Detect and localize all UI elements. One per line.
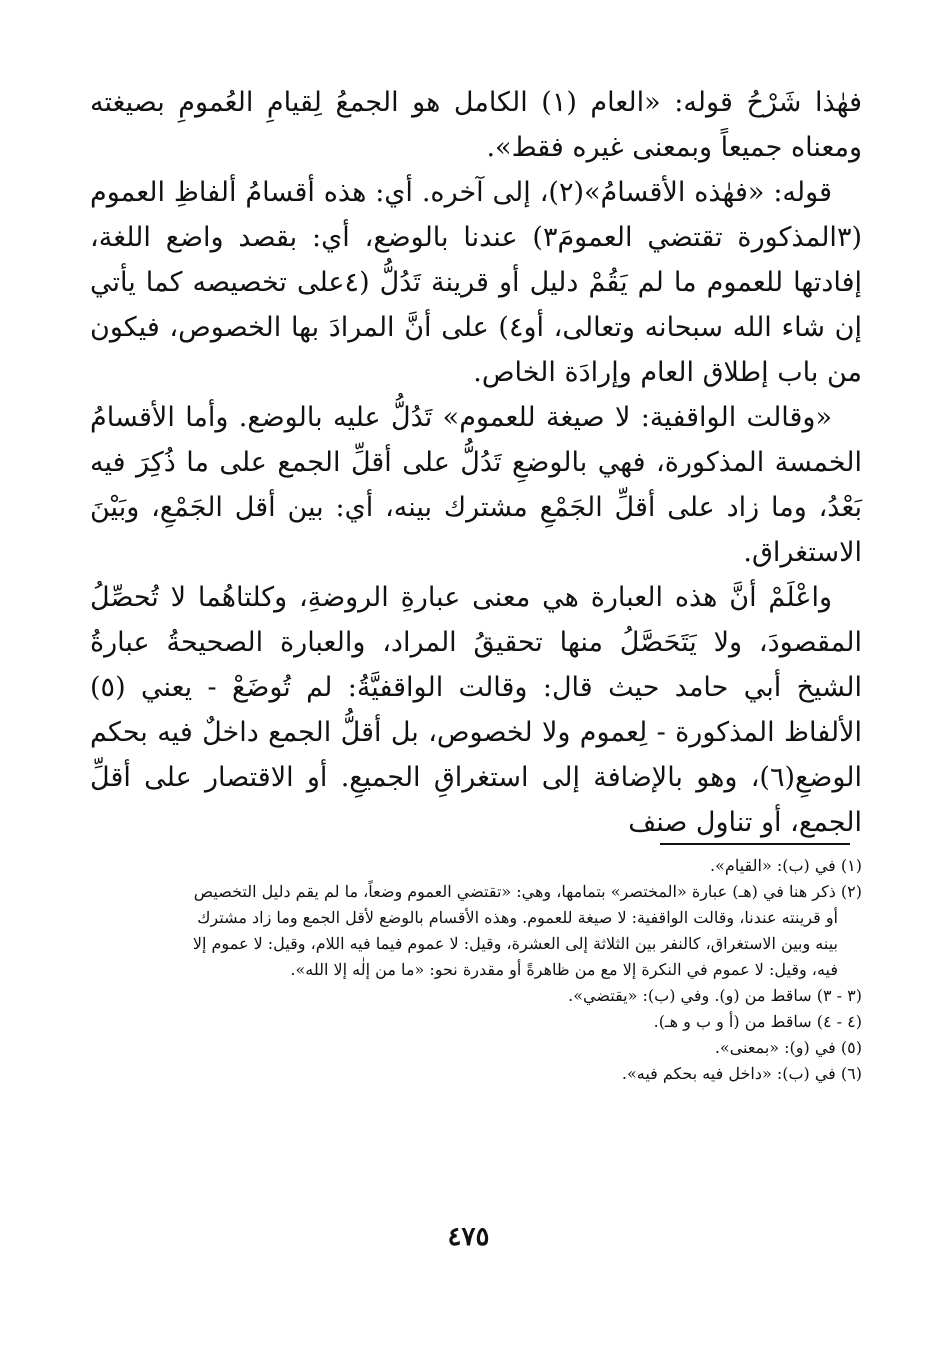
footnote-2-line-4: فيه، وقيل: لا عموم في النكرة إلا مع من ظاهرةً أو مقدرة نحو: «ما من إلٰه إلا الله».	[290, 960, 838, 979]
footnote-2-line-2: أو قرينته عندنا، وقالت الواقفية: لا صيغة للعموم. وهذه الأقسام بالوضع لأقل الجمع وما زاد مشترك	[197, 908, 838, 927]
main-text	[90, 80, 862, 845]
footnotes	[95, 853, 862, 1087]
footnote-2-line-3: بينه وبين الاستغراق، كالنفر بين الثلاثة إلى العشرة، وقيل: لا عموم فيما فيه اللام، وقيل: لا عموم إلا	[192, 934, 838, 953]
footnote-1: (١) في (ب): «القيام».	[710, 856, 862, 875]
paragraph-2: قوله: «فهٰذه الأقسامُ»(٢)، إلى آخره. أي: هذه أقسامُ ألفاظِ العموم (٣المذكورة تقتضي العمومَ٣) عندنا بالوضع، أي: بقصد واضع اللغة، إفادتها للعموم ما لم يَقُمْ دليل أو قرينة تَدُلُّ (٤على تخصيصه كما يأتي إن شاء الله سبحانه وتعالى، أو٤) على أنَّ المرادَ بها الخصوص، فيكون من باب إطلاق العام وإرادَة الخاص.	[90, 177, 862, 388]
footnote-2: (٢) ذكر هنا في (هـ) عبارة «المختصر» بتمامها، وهي: «تقتضي العموم وضعاً، ما لم يقم دليل التخصيص	[193, 882, 862, 901]
footnote-3: (٣ - ٣) ساقط من (و). وفي (ب): «يقتضي».	[568, 986, 862, 1005]
page-number: ٤٧٥	[447, 1222, 490, 1252]
footnote-4: (٤ - ٤) ساقط من (أ و ب و هـ).	[653, 1012, 862, 1031]
paragraph-3: «وقالت الواقفية: لا صيغة للعموم» تَدُلُّ عليه بالوضع. وأما الأقسامُ الخمسة المذكورة، فهي بالوضعِ تَدُلُّ على أقلِّ الجمع على ما ذُكِرَ فيه بَعْدُ، وما زاد على أقلِّ الجَمْعِ مشترك بينه، أي: بين أقل الجَمْعِ، وبَيْنَ الاستغراق.	[90, 402, 862, 568]
footnote-6: (٦) في (ب): «داخل فيه بحكم فيه».	[621, 1064, 862, 1083]
paragraph-1: فهٰذا شَرْحُ قوله: «العام (١) الكامل هو الجمعُ لِقيامِ العُمومِ بصيغته ومعناه جميعاً وبمعنى غيره فقط».	[90, 87, 862, 163]
paragraph-4: واعْلَمْ أنَّ هذه العبارة هي معنى عبارةِ الروضةِ، وكلتاهُما لا تُحصِّلُ المقصودَ، ولا يَتَحَصَّلُ منها تحقيقُ المراد، والعبارة الصحيحةُ عبارةُ الشيخ أبي حامد حيث قال: وقالت الواقفيَّةُ: لم تُوضَعْ - يعني (٥) الألفاظ المذكورة - لِعموم ولا لخصوص، بل أقلُّ الجمع داخلٌ فيه بحكم الوضعِ(٦)، وهو بالإضافة إلى استغراقِ الجميعِ. أو الاقتصار على أقلِّ الجمع، أو تناول صنف	[90, 582, 862, 838]
footnote-separator	[660, 843, 850, 845]
footnote-5: (٥) في (و): «بمعنى».	[714, 1038, 862, 1057]
